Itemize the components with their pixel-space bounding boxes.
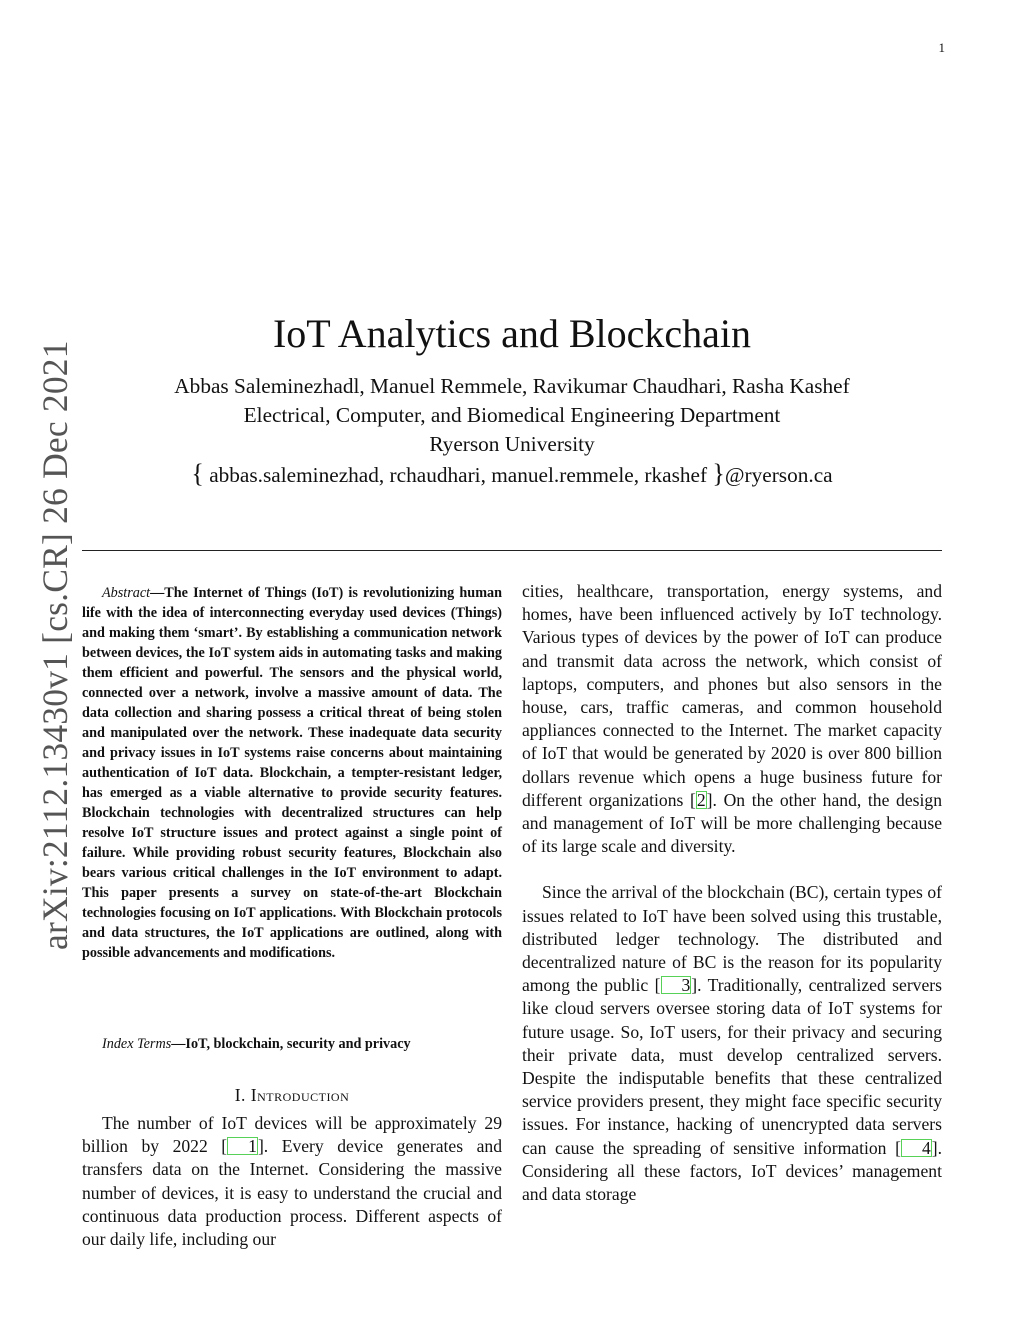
header-divider bbox=[82, 550, 942, 551]
section-title: Introduction bbox=[250, 1085, 350, 1105]
abstract bbox=[82, 583, 502, 963]
email-usernames: abbas.saleminezhad, rchaudhari, manuel.remmele, rkashef bbox=[209, 463, 708, 487]
abstract-label: Abstract bbox=[102, 585, 151, 601]
author-emails bbox=[0, 459, 1024, 489]
arxiv-identifier[interactable]: arXiv:2112.13430v1 [cs.CR] 26 Dec 2021 bbox=[35, 340, 75, 950]
introduction-left-column bbox=[82, 1112, 502, 1251]
citation-link[interactable]: 2 bbox=[696, 789, 706, 810]
author-department: Electrical, Computer, and Biomedical Engineering Department bbox=[243, 403, 781, 427]
right-paragraph-2: Since the arrival of the blockchain (BC), certain types of issues related to IoT have been solved using this trustable, distributed ledger technology. The distributed and decentralized nature of BC is the reason for its popularity among the public [ 3]. Traditionally, centralized servers like cloud servers oversee storing data of IoT systems for future usage. So, IoT users, for their privacy and securing their private data, must develop centralized servers. Despite the indisputable benefits that these centralized service providers present, they might face specific security issues. For instance, hacking of unencrypted data servers can cause the spreading of sensitive information [ 4]. Considering all these factors, IoT devices’ management and data storage bbox=[522, 882, 942, 1205]
citation-link[interactable]: 3 bbox=[661, 976, 692, 994]
citation-link[interactable]: 1 bbox=[227, 1137, 258, 1155]
section-number: I. bbox=[234, 1085, 246, 1105]
index-terms-label: Index Terms bbox=[102, 1036, 172, 1052]
index-terms-text: —IoT, blockchain, security and privacy bbox=[171, 1036, 411, 1052]
paper-title: IoT Analytics and Blockchain bbox=[272, 311, 752, 356]
page-number: 1 bbox=[938, 40, 945, 55]
email-domain: @ryerson.ca bbox=[724, 463, 833, 487]
right-paragraph-1: cities, healthcare, transportation, energy systems, and homes, have been influenced actively by IoT technology. Various types of devices by the power of IoT can produce and transmit data across the network, which consist of laptops, computers, and phones but also sensors in the house, cars, traffic cameras, and common household appliances connected to the Internet. The market capacity of IoT that would be generated by 2020 is over 800 billion dollars revenue which opens a huge business future for different organizations [2]. On the other hand, the design and management of IoT will be more challenging because of its large scale and diversity. bbox=[522, 581, 942, 857]
right-column bbox=[522, 580, 942, 1206]
author-university: Ryerson University bbox=[429, 432, 595, 456]
index-terms bbox=[82, 1034, 502, 1054]
intro-paragraph: The number of IoT devices will be approximately 29 billion by 2022 [ 1]. Every device generates and transfers data on the Internet. Considering the massive number of devices, it is easy to understand the crucial and continuous data production process. Different aspects of our daily life, including our bbox=[82, 1113, 502, 1250]
email-brace-close: } bbox=[712, 459, 725, 488]
abstract-text: —The Internet of Things (IoT) is revolutionizing human life with the idea of interconnecting everyday used devices (Things) and making them ‘smart’. By establishing a communication network between devices, the IoT system aids in automating tasks and making them efficient and powerful. The sensors and the physical world, connected over a network, involve a massive amount of data. The data collection and sharing possess a critical threat of being stolen and manipulated over the network. These inadequate data security and privacy issues in IoT systems raise concerns about maintaining authentication of IoT data. Blockchain, a tempter-resistant ledger, has emerged as a viable alternative to provide security features. Blockchain technologies with decentralized structures can help resolve IoT structure issues and protect against a single point of failure. While providing robust security features, Blockchain also bears various critical challenges in the IoT environment to adapt. This paper presents a survey on state-of-the-art Blockchain technologies focusing on IoT applications. With Blockchain protocols and data structures, the IoT applications are outlined, along with possible advancements and modifications. bbox=[82, 585, 502, 961]
email-brace-open: { bbox=[191, 459, 204, 488]
citation-link[interactable]: 4 bbox=[901, 1139, 932, 1157]
author-list: Abbas Saleminezhadl, Manuel Remmele, Ravikumar Chaudhari, Rasha Kashef bbox=[174, 374, 850, 398]
section-heading bbox=[82, 1085, 502, 1106]
